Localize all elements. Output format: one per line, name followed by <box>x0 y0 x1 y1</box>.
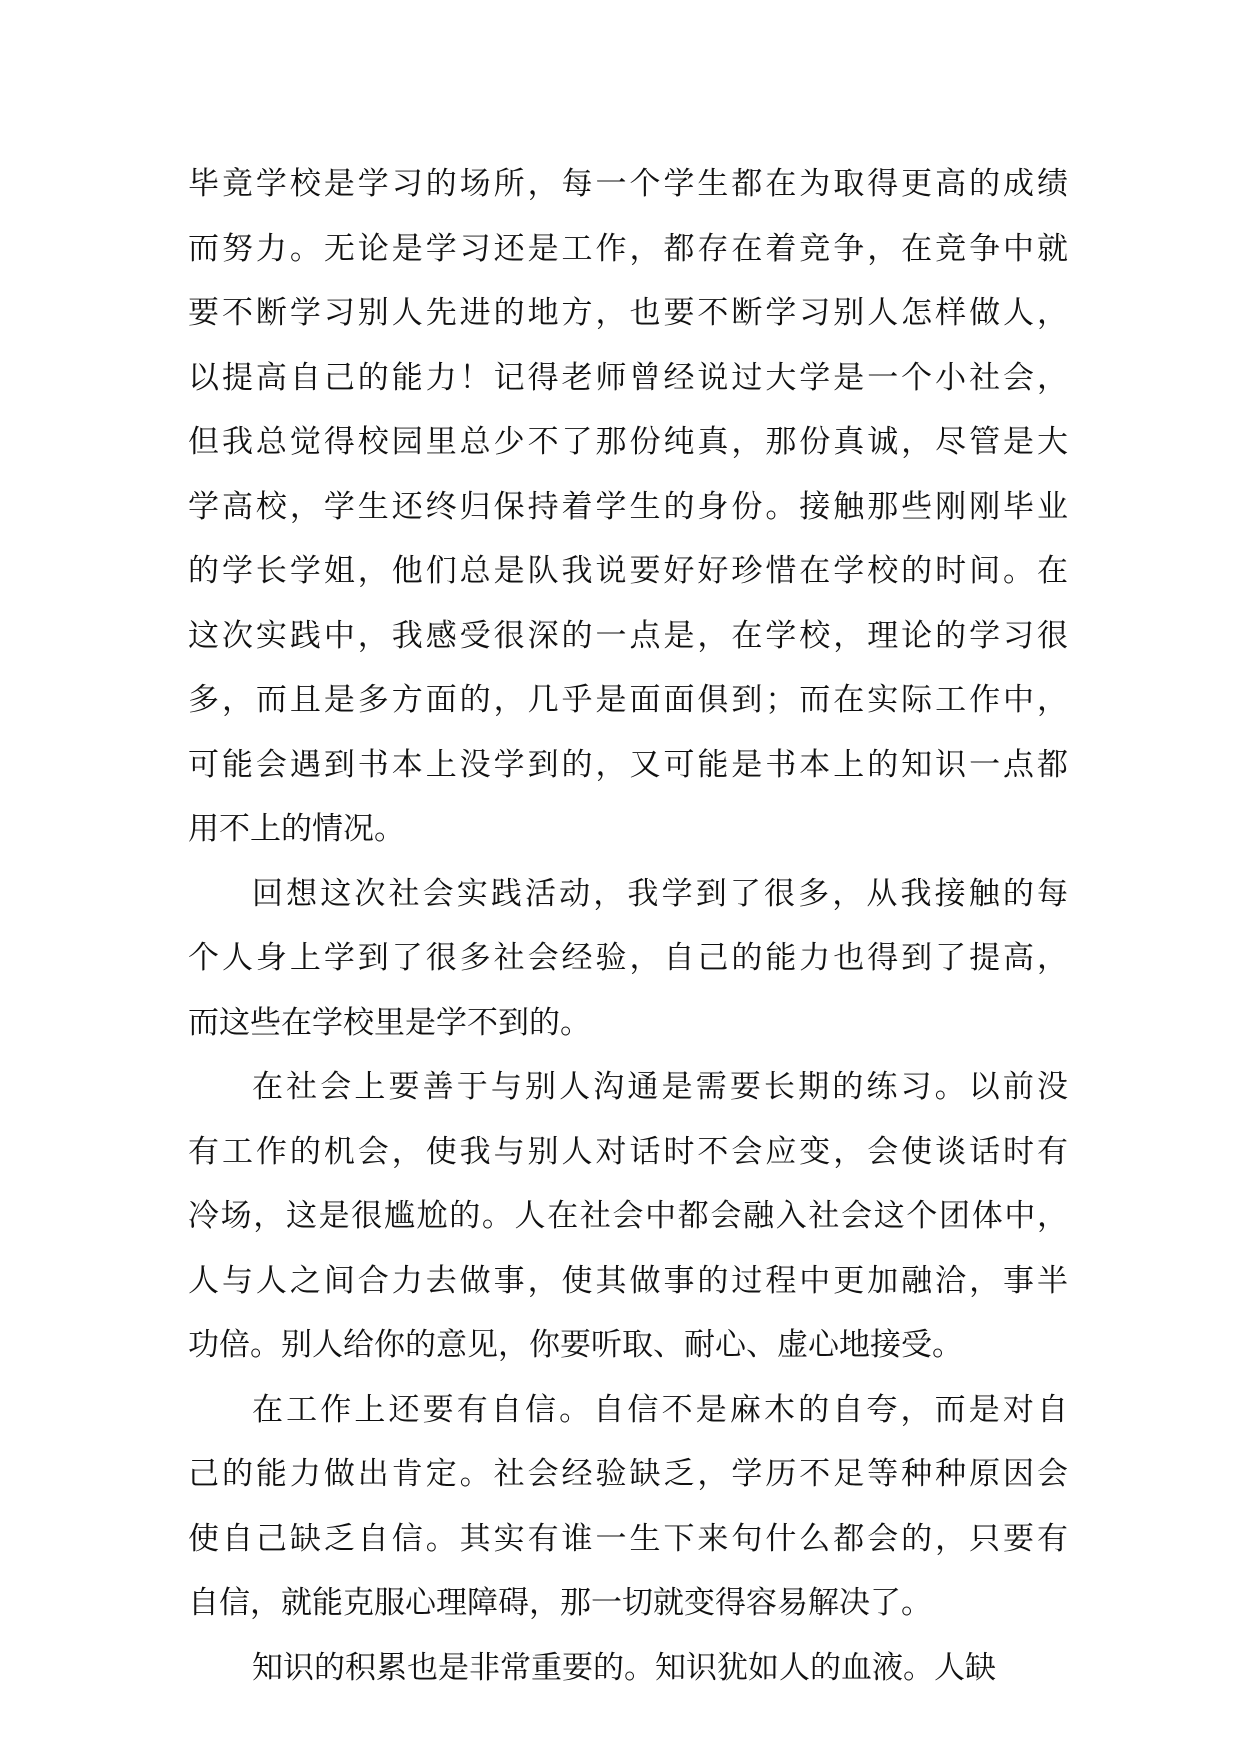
text-line: 在工作上还要有自信。自信不是麻木的自夸，而是对自 <box>252 1391 1068 1428</box>
text-line: 回想这次社会实践活动，我学到了很多，从我接触的每 <box>252 875 1068 912</box>
document-body <box>188 152 1068 1700</box>
paragraph <box>188 1378 1068 1636</box>
text-line: 使自己缺乏自信。其实有谁一生下来句什么都会的，只要有 <box>188 1520 1068 1557</box>
text-line: 功倍。别人给你的意见，你要听取、耐心、虚心地接受。 <box>188 1327 963 1363</box>
paragraph <box>188 1055 1068 1378</box>
text-line: 个人身上学到了很多社会经验，自己的能力也得到了提高， <box>188 940 1068 976</box>
text-line: 但我总觉得校园里总少不了那份纯真，那份真诚，尽管是大 <box>188 424 1068 460</box>
text-line: 多，而且是多方面的，几乎是面面俱到；而在实际工作中， <box>188 682 1068 718</box>
text-line: 有工作的机会，使我与别人对话时不会应变，会使谈话时有 <box>188 1133 1068 1170</box>
text-line: 以提高自己的能力！记得老师曾经说过大学是一个小社会， <box>188 359 1068 396</box>
text-line: 冷场，这是很尴尬的。人在社会中都会融入社会这个团体中， <box>188 1198 1068 1234</box>
text-line: 毕竟学校是学习的场所，每一个学生都在为取得更高的成绩 <box>188 166 1068 202</box>
text-line: 而这些在学校里是学不到的。 <box>188 1004 591 1041</box>
text-line: 自信，就能克服心理障碍，那一切就变得容易解决了。 <box>188 1585 932 1621</box>
text-line: 而努力。无论是学习还是工作，都存在着竞争，在竞争中就 <box>188 230 1068 267</box>
text-line: 在社会上要善于与别人沟通是需要长期的练习。以前没 <box>252 1069 1068 1105</box>
text-line: 知识的积累也是非常重要的。知识犹如人的血液。人缺 <box>252 1649 996 1686</box>
paragraph <box>188 152 1068 862</box>
text-line: 学高校，学生还终归保持着学生的身份。接触那些刚刚毕业 <box>188 488 1068 525</box>
paragraph <box>188 862 1068 1056</box>
text-line: 人与人之间合力去做事，使其做事的过程中更加融洽，事半 <box>188 1262 1068 1299</box>
text-line: 要不断学习别人先进的地方，也要不断学习别人怎样做人， <box>188 295 1068 331</box>
text-line: 用不上的情况。 <box>188 811 405 847</box>
paragraph <box>188 1636 1068 1701</box>
text-line: 可能会遇到书本上没学到的，又可能是书本上的知识一点都 <box>188 746 1068 783</box>
text-line: 这次实践中，我感受很深的一点是，在学校，理论的学习很 <box>188 617 1068 654</box>
text-line: 己的能力做出肯定。社会经验缺乏，学历不足等种种原因会 <box>188 1456 1068 1492</box>
text-line: 的学长学姐，他们总是队我说要好好珍惜在学校的时间。在 <box>188 553 1068 589</box>
